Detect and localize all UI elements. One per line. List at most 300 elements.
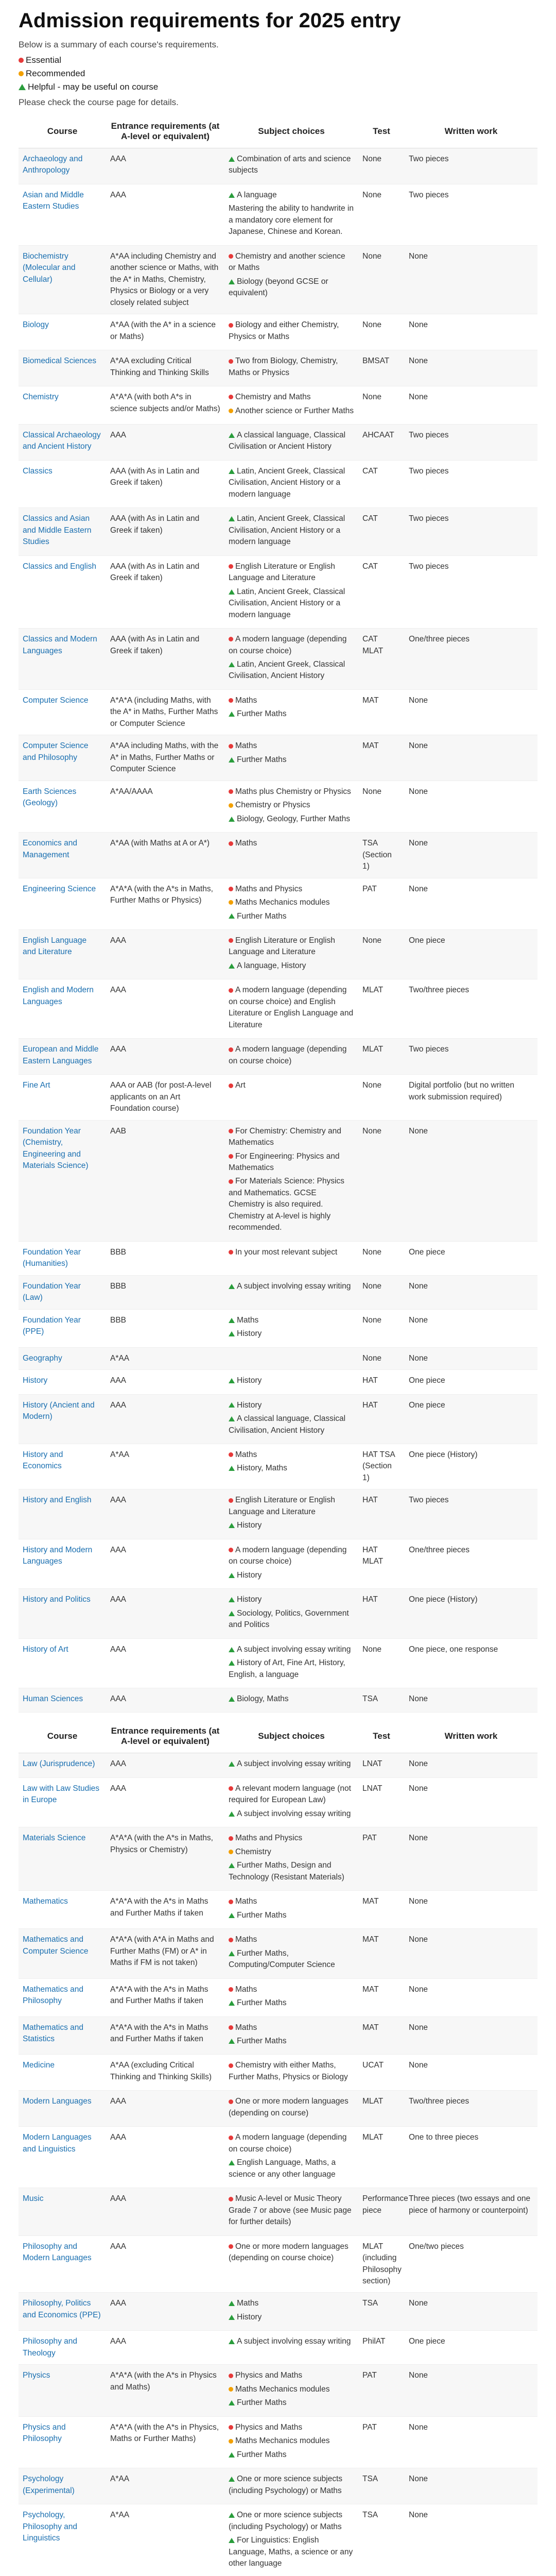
- table-row: [19, 1891, 537, 1929]
- admissions-test[interactable]: TSA: [358, 2468, 405, 2504]
- subject-item: Maths: [229, 2022, 354, 2033]
- helpful-triangle-icon: [229, 2039, 235, 2044]
- essential-dot-icon: [229, 1498, 233, 1503]
- essential-dot-icon: [229, 359, 233, 364]
- table-row: [19, 2235, 537, 2293]
- subject-choices: [224, 929, 358, 979]
- entry-requirement: AAA: [106, 979, 224, 1039]
- written-work: Three pieces (two essays and one piece of harmony or counterpoint): [405, 2188, 537, 2235]
- table-row: [19, 2293, 537, 2331]
- entry-requirement: A*A*A (with the A*s in Physics and Maths): [106, 2365, 224, 2416]
- subject-item: Maths and Physics: [229, 884, 354, 895]
- admissions-test[interactable]: TSA (Section 1): [358, 833, 405, 878]
- course-name[interactable]: Chemistry: [19, 386, 106, 425]
- subject-choices: [224, 735, 358, 781]
- entry-requirement: AAA: [106, 1589, 224, 1638]
- written-work: None: [405, 386, 537, 425]
- entry-requirement: AAA: [106, 1489, 224, 1539]
- entry-requirement: AAA: [106, 2091, 224, 2127]
- entry-requirement: A*AA (with the A* in a science or Maths): [106, 314, 224, 350]
- course-name[interactable]: History and Economics: [19, 1444, 106, 1489]
- course-name[interactable]: Psychology (Experimental): [19, 2468, 106, 2504]
- course-name[interactable]: Foundation Year (Humanities): [19, 1241, 106, 1275]
- subject-choices: [224, 2055, 358, 2091]
- admissions-test[interactable]: None: [358, 148, 405, 184]
- helpful-triangle-icon: [229, 1913, 235, 1918]
- essential-dot-icon: [229, 323, 233, 328]
- subject-choices: [224, 350, 358, 386]
- admissions-test[interactable]: MAT: [358, 735, 405, 781]
- written-work: None: [405, 1891, 537, 1929]
- admissions-test[interactable]: MLAT: [358, 2127, 405, 2188]
- entry-requirement: A*AA including Chemistry and another science or Maths, with the A* in Maths, Chemistry, Physics or Biology or a very closely related subject: [106, 245, 224, 314]
- subject-choices: [224, 1241, 358, 1275]
- table-row: [19, 555, 537, 628]
- written-work: None: [405, 781, 537, 832]
- subject-item: A modern language (depending on course choice): [229, 1545, 347, 1566]
- recommended-dot-icon: [229, 2439, 233, 2444]
- subject-item: A language: [229, 190, 354, 201]
- admissions-test[interactable]: CAT: [358, 508, 405, 555]
- subject-choices: [224, 1753, 358, 1777]
- course-name[interactable]: History: [19, 1370, 106, 1394]
- written-work: None: [405, 2504, 537, 2576]
- written-work: None: [405, 2293, 537, 2331]
- recommended-dot-icon: [229, 2387, 233, 2392]
- admissions-test[interactable]: MLAT: [358, 979, 405, 1039]
- course-name[interactable]: Physics: [19, 2365, 106, 2416]
- subject-item: History: [229, 1328, 354, 1340]
- table-row: [19, 629, 537, 690]
- admissions-test[interactable]: HAT: [358, 1489, 405, 1539]
- subject-item: A subject involving essay writing: [229, 2336, 354, 2347]
- table-row: [19, 833, 537, 878]
- subject-item: For Chemistry: Chemistry and Mathematics: [229, 1126, 341, 1147]
- subject-choices: [224, 508, 358, 555]
- admissions-test[interactable]: PAT: [358, 1827, 405, 1891]
- note-text: Please check the course page for details.: [19, 97, 179, 107]
- essential-dot-icon: [229, 2025, 233, 2030]
- subject-item: Maths: [229, 1449, 354, 1461]
- table-row: [19, 184, 537, 245]
- entry-requirement: A*AA: [106, 2468, 224, 2504]
- written-work: None: [405, 2016, 537, 2055]
- entry-requirement: AAA: [106, 2235, 224, 2293]
- admissions-test[interactable]: CAT MLAT: [358, 629, 405, 690]
- subject-item: Two from Biology, Chemistry, Maths or Physics: [229, 357, 338, 377]
- written-work: One piece (History): [405, 1444, 537, 1489]
- helpful-triangle-icon: [229, 1331, 235, 1336]
- admissions-test[interactable]: None: [358, 245, 405, 314]
- subject-item: Maths: [229, 695, 354, 706]
- recommended-dot-icon: [229, 409, 233, 413]
- subject-item: A modern language (depending on course choice): [229, 635, 347, 655]
- written-work: None: [405, 1978, 537, 2016]
- entry-requirement: AAA: [106, 2293, 224, 2331]
- admissions-test[interactable]: HAT: [358, 1394, 405, 1444]
- table-row: [19, 1444, 537, 1489]
- table-row: [19, 878, 537, 929]
- course-name[interactable]: Human Sciences: [19, 1688, 106, 1713]
- course-name[interactable]: Modern Languages: [19, 2091, 106, 2127]
- admissions-test[interactable]: None: [358, 929, 405, 979]
- course-name[interactable]: History and English: [19, 1489, 106, 1539]
- subject-item: Further Maths: [229, 911, 354, 922]
- table-row: [19, 1638, 537, 1688]
- course-name[interactable]: Archaeology and Anthropology: [19, 148, 106, 184]
- admissions-test[interactable]: TSA: [358, 2293, 405, 2331]
- header-written: Written work: [405, 1720, 537, 1753]
- admissions-test[interactable]: None: [358, 1075, 405, 1120]
- subject-choices: [224, 184, 358, 245]
- admissions-test[interactable]: None: [358, 1309, 405, 1347]
- course-name[interactable]: Fine Art: [19, 1075, 106, 1120]
- course-name[interactable]: History (Ancient and Modern): [19, 1394, 106, 1444]
- subject-choices: [224, 2331, 358, 2365]
- admissions-test[interactable]: MLAT: [358, 1039, 405, 1075]
- subject-item: Combination of arts and science subjects: [229, 155, 351, 175]
- entry-requirement: AAA or AAB (for post-A-level applicants on an Art Foundation course): [106, 1075, 224, 1120]
- course-name[interactable]: Biochemistry (Molecular and Cellular): [19, 245, 106, 314]
- entry-requirement: A*A*A with the A*s in Maths and Further Maths if taken: [106, 1978, 224, 2016]
- course-name[interactable]: Mathematics and Computer Science: [19, 1929, 106, 1978]
- essential-dot-icon: [229, 1786, 233, 1791]
- entry-requirement: A*AA (excluding Critical Thinking and Thinking Skills): [106, 2055, 224, 2091]
- written-work: None: [405, 1347, 537, 1369]
- written-work: One/three pieces: [405, 1539, 537, 1588]
- subject-item: For Materials Science: Physics and Mathematics. GCSE Chemistry is also required. Chemistry at A-level is highly recommended.: [229, 1177, 344, 1232]
- written-work: None: [405, 1275, 537, 1309]
- subject-item: History: [229, 1570, 354, 1581]
- course-name[interactable]: Computer Science and Philosophy: [19, 735, 106, 781]
- subject-item: Further Maths: [229, 1997, 354, 2009]
- entry-requirement: A*AA excluding Critical Thinking and Thinking Skills: [106, 350, 224, 386]
- table-row: [19, 2127, 537, 2188]
- subject-choices: [224, 245, 358, 314]
- course-name[interactable]: Classics and Asian and Middle Eastern Studies: [19, 508, 106, 555]
- helpful-triangle-icon: [229, 1597, 235, 1602]
- course-name[interactable]: Economics and Management: [19, 833, 106, 878]
- admissions-test[interactable]: None: [358, 1275, 405, 1309]
- course-name[interactable]: Classics and English: [19, 555, 106, 628]
- written-work: Two pieces: [405, 1489, 537, 1539]
- admissions-test[interactable]: Performance piece: [358, 2188, 405, 2235]
- admissions-test[interactable]: MAT: [358, 2016, 405, 2055]
- essential-dot-icon: [229, 1987, 233, 1992]
- course-name[interactable]: History and Politics: [19, 1589, 106, 1638]
- subject-choices: [224, 2365, 358, 2416]
- admissions-test[interactable]: None: [358, 184, 405, 245]
- table-row: [19, 2468, 537, 2504]
- course-name[interactable]: History and Modern Languages: [19, 1539, 106, 1588]
- admissions-test[interactable]: PAT: [358, 878, 405, 929]
- subject-item: Maths and Physics: [229, 1833, 354, 1844]
- essential-dot-icon: [229, 1154, 233, 1159]
- course-name[interactable]: Music: [19, 2188, 106, 2235]
- course-name[interactable]: Computer Science: [19, 689, 106, 735]
- admissions-test[interactable]: HAT: [358, 1370, 405, 1394]
- helpful-triangle-icon: [229, 433, 235, 438]
- subject-item: Latin, Ancient Greek, Classical Civilisation, Ancient History or a modern language: [229, 514, 345, 547]
- essential-dot-icon: [229, 395, 233, 399]
- table-row: [19, 1539, 537, 1588]
- table-row: [19, 2091, 537, 2127]
- entry-requirement: A*A*A (with the A*s in Maths, Further Maths or Physics): [106, 878, 224, 929]
- admissions-test[interactable]: MLAT (including Philosophy section): [358, 2235, 405, 2293]
- course-name[interactable]: Biology: [19, 314, 106, 350]
- subject-item: A relevant modern language (not required for European Law): [229, 1784, 351, 1805]
- subject-item: History: [229, 1375, 354, 1386]
- admissions-test[interactable]: HAT: [358, 1589, 405, 1638]
- recommended-dot-icon: [229, 900, 233, 905]
- course-name[interactable]: History of Art: [19, 1638, 106, 1688]
- admissions-test[interactable]: None: [358, 1120, 405, 1241]
- helpful-triangle-icon: [229, 469, 235, 474]
- table-row: [19, 460, 537, 507]
- written-work: None: [405, 2416, 537, 2468]
- entry-requirement: AAA (with As in Latin and Greek if taken): [106, 555, 224, 628]
- helpful-triangle-icon: [229, 1611, 235, 1616]
- admissions-test[interactable]: MAT: [358, 1891, 405, 1929]
- admissions-test[interactable]: CAT: [358, 555, 405, 628]
- essential-dot-icon: [229, 2136, 233, 2140]
- course-name[interactable]: Engineering Science: [19, 878, 106, 929]
- course-name[interactable]: Materials Science: [19, 1827, 106, 1891]
- subject-item: Maths: [229, 2298, 354, 2309]
- written-work: None: [405, 350, 537, 386]
- admissions-test[interactable]: LNAT: [358, 1777, 405, 1827]
- written-work: One piece, one response: [405, 1638, 537, 1688]
- subject-item: Chemistry or Physics: [229, 800, 354, 811]
- subject-item: Maths: [229, 1315, 354, 1326]
- essential-dot-icon: [229, 1179, 233, 1184]
- table-row: [19, 2365, 537, 2416]
- admissions-test[interactable]: AHCAAT: [358, 424, 405, 460]
- course-name[interactable]: Biomedical Sciences: [19, 350, 106, 386]
- subject-item: A subject involving essay writing: [229, 1281, 354, 1292]
- table-row: [19, 979, 537, 1039]
- written-work: Two/three pieces: [405, 979, 537, 1039]
- helpful-triangle-icon: [229, 2001, 235, 2006]
- course-name[interactable]: Foundation Year (PPE): [19, 1309, 106, 1347]
- table-row: [19, 2331, 537, 2365]
- admissions-test[interactable]: TSA: [358, 2504, 405, 2576]
- recommended-dot-icon: [229, 803, 233, 808]
- helpful-triangle-icon: [229, 2477, 235, 2482]
- written-work: One to three pieces: [405, 2127, 537, 2188]
- course-name[interactable]: Philosophy, Politics and Economics (PPE): [19, 2293, 106, 2331]
- subject-item: Maths Mechanics modules: [229, 897, 354, 908]
- helpful-triangle-icon: [229, 589, 235, 595]
- subject-item: English Literature or English Language and Literature: [229, 936, 335, 957]
- subject-item: Further Maths: [229, 2036, 354, 2047]
- table-row: [19, 1309, 537, 1347]
- written-work: Two pieces: [405, 1039, 537, 1075]
- course-name[interactable]: Classical Archaeology and Ancient History: [19, 424, 106, 460]
- course-name[interactable]: Modern Languages and Linguistics: [19, 2127, 106, 2188]
- course-name[interactable]: Mathematics and Statistics: [19, 2016, 106, 2055]
- subject-item: Chemistry: [229, 1846, 354, 1858]
- admissions-test[interactable]: None: [358, 386, 405, 425]
- subject-choices: [224, 1039, 358, 1075]
- subject-item: Chemistry and Maths: [229, 392, 354, 403]
- subject-item: Physics and Maths: [229, 2422, 354, 2433]
- subject-choices: [224, 1978, 358, 2016]
- intro-text: Below is a summary of each course's requirements.: [19, 40, 219, 49]
- entry-requirement: A*A*A (with both A*s in science subjects and/or Maths): [106, 386, 224, 425]
- admissions-test[interactable]: MAT: [358, 1929, 405, 1978]
- table-row: [19, 735, 537, 781]
- table-row: [19, 1347, 537, 1369]
- table-row: [19, 1688, 537, 1713]
- admissions-test[interactable]: None: [358, 781, 405, 832]
- written-work: One piece: [405, 1370, 537, 1394]
- helpful-triangle-icon: [229, 2452, 235, 2458]
- helpful-triangle-icon: [229, 2315, 235, 2320]
- header-entry: Entrance requirements (at A-level or equivalent): [106, 115, 224, 148]
- entry-requirement: AAA: [106, 929, 224, 979]
- essential-dot-icon: [229, 1047, 233, 1052]
- subject-item: Maths: [229, 1896, 354, 1907]
- course-name[interactable]: Philosophy and Modern Languages: [19, 2235, 106, 2293]
- written-work: None: [405, 2365, 537, 2416]
- subject-choices: [224, 1777, 358, 1827]
- course-name[interactable]: Physics and Philosophy: [19, 2416, 106, 2468]
- header-test: Test: [358, 115, 405, 148]
- requirements-table-2: [19, 1720, 537, 2576]
- helpful-triangle-icon: [229, 157, 235, 162]
- admissions-test[interactable]: TSA: [358, 1688, 405, 1713]
- admissions-test[interactable]: None: [358, 1638, 405, 1688]
- table-row: [19, 314, 537, 350]
- recommended-dot-icon: [229, 1850, 233, 1854]
- helpful-triangle-icon: [229, 2538, 235, 2543]
- course-name[interactable]: Philosophy and Theology: [19, 2331, 106, 2365]
- course-name[interactable]: Psychology, Philosophy and Linguistics: [19, 2504, 106, 2576]
- subject-choices: [224, 2504, 358, 2576]
- subject-choices: [224, 1688, 358, 1713]
- subject-choices: [224, 2016, 358, 2055]
- written-work: One piece: [405, 2331, 537, 2365]
- course-name[interactable]: Classics and Modern Languages: [19, 629, 106, 690]
- legend-essential: Essential: [19, 55, 537, 65]
- subject-item: One or more modern languages (depending on course choice): [229, 2242, 349, 2263]
- helpful-triangle-icon: [229, 1761, 235, 1767]
- entry-requirement: A*A*A with the A*s in Maths and Further Maths if taken: [106, 2016, 224, 2055]
- admissions-test[interactable]: MLAT: [358, 2091, 405, 2127]
- admissions-test[interactable]: UCAT: [358, 2055, 405, 2091]
- course-name[interactable]: Asian and Middle Eastern Studies: [19, 184, 106, 245]
- subject-item: Further Maths, Design and Technology (Resistant Materials): [229, 1861, 344, 1882]
- course-name[interactable]: Mathematics and Philosophy: [19, 1978, 106, 2016]
- helpful-triangle-icon: [229, 193, 235, 198]
- helpful-triangle-icon: [229, 2400, 235, 2405]
- written-work: One/three pieces: [405, 629, 537, 690]
- helpful-triangle-icon: [229, 2513, 235, 2518]
- helpful-triangle-icon: [229, 913, 235, 919]
- written-work: None: [405, 689, 537, 735]
- admissions-test[interactable]: None: [358, 1241, 405, 1275]
- course-name[interactable]: Earth Sciences (Geology): [19, 781, 106, 832]
- helpful-triangle-icon: [229, 963, 235, 969]
- essential-dot-icon: [229, 2063, 233, 2068]
- subject-item: A subject involving essay writing: [229, 1758, 354, 1770]
- written-work: Two pieces: [405, 555, 537, 628]
- written-work: None: [405, 2055, 537, 2091]
- entry-requirement: BBB: [106, 1275, 224, 1309]
- course-name[interactable]: English Language and Literature: [19, 929, 106, 979]
- helpful-triangle-icon: [229, 279, 235, 284]
- course-name[interactable]: Law (Jurisprudence): [19, 1753, 106, 1777]
- admissions-test[interactable]: None: [358, 314, 405, 350]
- subject-item: Further Maths: [229, 708, 354, 720]
- essential-dot-icon: [229, 887, 233, 891]
- admissions-test[interactable]: HAT TSA (Section 1): [358, 1444, 405, 1489]
- subject-choices: [224, 1589, 358, 1638]
- page-title: Admission requirements for 2025 entry: [19, 9, 401, 32]
- helpful-triangle-icon: [229, 1416, 235, 1421]
- subject-choices: [224, 1929, 358, 1978]
- subject-choices: [224, 2188, 358, 2235]
- header-subjects: Subject choices: [224, 1720, 358, 1753]
- course-name[interactable]: Law with Law Studies in Europe: [19, 1777, 106, 1827]
- subject-item: A subject involving essay writing: [229, 1808, 354, 1820]
- subject-item: A modern language (depending on course choice) and English Literature or English Language and Literature: [229, 986, 354, 1029]
- subject-choices: [224, 2235, 358, 2293]
- course-name[interactable]: European and Middle Eastern Languages: [19, 1039, 106, 1075]
- entry-requirement: AAA: [106, 1394, 224, 1444]
- subject-item: A modern language (depending on course choice): [229, 2133, 347, 2154]
- admissions-test[interactable]: CAT: [358, 460, 405, 507]
- essential-dot-icon: [229, 1452, 233, 1457]
- course-name[interactable]: English and Modern Languages: [19, 979, 106, 1039]
- course-name[interactable]: Medicine: [19, 2055, 106, 2091]
- essential-dot-icon: [229, 938, 233, 943]
- subject-item: Latin, Ancient Greek, Classical Civilisation, Ancient History: [229, 660, 345, 681]
- admissions-test[interactable]: None: [358, 1347, 405, 1369]
- essential-dot-icon: [229, 744, 233, 749]
- entry-requirement: AAA: [106, 184, 224, 245]
- helpful-triangle-icon: [229, 1863, 235, 1868]
- admissions-test[interactable]: PAT: [358, 2365, 405, 2416]
- admissions-test[interactable]: BMSAT: [358, 350, 405, 386]
- entry-requirement: AAB: [106, 1120, 224, 1241]
- subject-item: Biology (beyond GCSE or equivalent): [229, 277, 328, 298]
- legend-helpful: Helpful - may be useful on course: [19, 82, 537, 92]
- subject-choices: [224, 424, 358, 460]
- admissions-test[interactable]: LNAT: [358, 1753, 405, 1777]
- admissions-test[interactable]: HAT MLAT: [358, 1539, 405, 1588]
- written-work: None: [405, 1753, 537, 1777]
- admissions-test[interactable]: PAT: [358, 2416, 405, 2468]
- subject-item: Another science or Further Maths: [229, 405, 354, 417]
- admissions-test[interactable]: PhilAT: [358, 2331, 405, 2365]
- admissions-test[interactable]: MAT: [358, 1978, 405, 2016]
- admissions-test[interactable]: MAT: [358, 689, 405, 735]
- subject-choices: [224, 1489, 358, 1539]
- written-work: None: [405, 1120, 537, 1241]
- written-work: One piece: [405, 1241, 537, 1275]
- entry-requirement: A*AA/AAAA: [106, 781, 224, 832]
- course-name[interactable]: Geography: [19, 1347, 106, 1369]
- helpful-triangle-icon: [229, 757, 235, 762]
- subject-choices: [224, 1638, 358, 1688]
- course-name[interactable]: Foundation Year (Law): [19, 1275, 106, 1309]
- course-name[interactable]: Mathematics: [19, 1891, 106, 1929]
- subject-choices: [224, 781, 358, 832]
- course-name[interactable]: Classics: [19, 460, 106, 507]
- course-name[interactable]: Foundation Year (Chemistry, Engineering and Materials Science): [19, 1120, 106, 1241]
